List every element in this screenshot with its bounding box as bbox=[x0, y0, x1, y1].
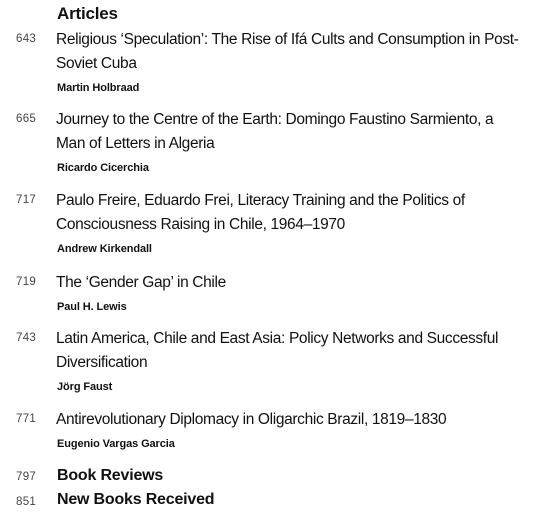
article-title[interactable] bbox=[56, 271, 534, 295]
article-author: Andrew Kirkendall bbox=[57, 243, 152, 255]
article-title[interactable] bbox=[56, 189, 534, 237]
page-number: 643 bbox=[16, 33, 37, 45]
page-number: 797 bbox=[16, 471, 37, 483]
article-author: Ricardo Cicerchia bbox=[57, 162, 149, 174]
article-author: Paul H. Lewis bbox=[57, 301, 127, 313]
article-title-line: Antirevolutionary Diplomacy in Oligarchic Brazil, 1819–1830 bbox=[56, 411, 447, 428]
page-number: 665 bbox=[16, 113, 37, 125]
article-title[interactable] bbox=[56, 28, 534, 76]
article-title-line: Latin America, Chile and East Asia: Policy Networks and Successful bbox=[56, 330, 499, 347]
page-number: 743 bbox=[16, 332, 37, 344]
article-author: Jörg Faust bbox=[57, 381, 113, 393]
article-author: Martin Holbraad bbox=[57, 82, 140, 94]
article-title[interactable] bbox=[56, 408, 534, 432]
article-title[interactable] bbox=[56, 327, 534, 375]
article-title[interactable] bbox=[56, 108, 534, 156]
section-new-books-received[interactable]: New Books Received bbox=[57, 491, 215, 508]
page-number: 851 bbox=[16, 496, 37, 508]
article-title-line: Man of Letters in Algeria bbox=[56, 135, 215, 152]
article-title-line: Paulo Freire, Eduardo Frei, Literacy Training and the Politics of bbox=[56, 192, 465, 209]
page-number: 717 bbox=[16, 194, 37, 206]
page-number: 719 bbox=[16, 276, 37, 288]
article-title-line: Consciousness Raising in Chile, 1964–1970 bbox=[56, 216, 345, 233]
article-title-line: Journey to the Centre of the Earth: Domingo Faustino Sarmiento, a bbox=[56, 111, 494, 128]
section-book-reviews[interactable]: Book Reviews bbox=[57, 467, 164, 484]
article-author: Eugenio Vargas Garcia bbox=[57, 438, 175, 450]
article-title-line: Religious ‘Speculation’: The Rise of Ifá Cults and Consumption in Post- bbox=[56, 31, 519, 48]
article-title-line: Diversification bbox=[56, 354, 148, 371]
section-heading: Articles bbox=[57, 4, 118, 23]
article-title-line: The ‘Gender Gap’ in Chile bbox=[56, 274, 226, 291]
article-title-line: Soviet Cuba bbox=[56, 55, 137, 72]
page-number: 771 bbox=[16, 413, 37, 425]
